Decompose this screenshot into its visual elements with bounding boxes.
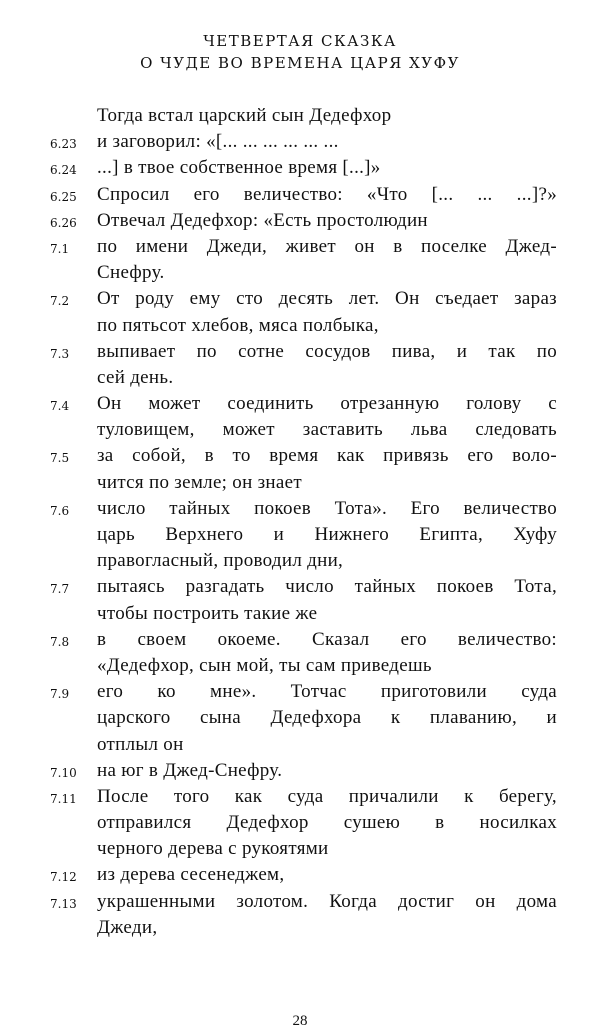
line-text: «Дедефхор, сын мой, ты сам приведешь — [97, 654, 432, 676]
line-text: ...] в твое собственное время [...]» — [97, 157, 381, 179]
text-line — [0, 810, 600, 836]
text-line — [0, 391, 600, 417]
line-text: чится по земле; он знает — [97, 471, 302, 493]
line-text: отправился Дедефхор сушею в носилках — [97, 812, 557, 834]
line-text: Снефру. — [97, 262, 165, 284]
text-line — [0, 548, 600, 574]
line-number: 7.13 — [50, 896, 77, 911]
line-number: 7.6 — [50, 503, 70, 518]
line-text: по пятьсот хлебов, мяса полбыка, — [97, 314, 379, 336]
text-line — [0, 574, 600, 600]
line-number: 7.4 — [50, 399, 70, 414]
text-line — [0, 601, 600, 627]
text-line — [0, 522, 600, 548]
line-text: пытаясь разгадать число тайных покоев Тота, — [97, 576, 557, 598]
text-line — [0, 470, 600, 496]
text-line — [0, 784, 600, 810]
text-line — [0, 417, 600, 443]
line-number: 7.3 — [50, 346, 70, 361]
text-line — [0, 627, 600, 653]
text-body — [0, 103, 600, 941]
text-line — [0, 443, 600, 469]
text-line — [0, 313, 600, 339]
line-text: царь Верхнего и Нижнего Египта, Хуфу — [97, 524, 557, 545]
line-text: выпивает по сотне сосудов пива, и так по — [97, 340, 557, 362]
line-text: украшенными золотом. Когда достиг он дома — [97, 890, 557, 912]
line-number: 6.24 — [50, 163, 77, 178]
text-line — [0, 732, 600, 758]
text-line — [0, 339, 600, 365]
line-number: 6.26 — [50, 215, 77, 230]
line-number: 6.25 — [50, 189, 77, 204]
line-number: 7.9 — [50, 687, 70, 702]
line-number: 7.7 — [50, 582, 70, 597]
text-line — [0, 103, 600, 129]
text-line — [0, 836, 600, 862]
text-line — [0, 208, 600, 234]
chapter-header — [0, 30, 600, 74]
line-text: число тайных покоев Тота». Его величество — [97, 497, 557, 519]
text-line — [0, 705, 600, 731]
line-text: на юг в Джед-Снефру. — [97, 759, 283, 781]
text-line — [0, 496, 600, 522]
line-text: Спросил его величество: «Что [... ... ...]?» — [97, 183, 557, 205]
text-line — [0, 365, 600, 391]
line-text: Отвечал Дедефхор: «Есть простолюдин — [97, 209, 428, 231]
line-text: в своем окоеме. Сказал его величество: — [97, 628, 557, 650]
text-line — [0, 889, 600, 915]
line-text: сей день. — [97, 366, 174, 388]
text-line — [0, 155, 600, 181]
line-text: из дерева сесенеджем, — [97, 864, 285, 886]
line-text: Тогда встал царский сын Дедефхор — [97, 105, 392, 126]
text-line — [0, 129, 600, 155]
line-text: за собой, в то время как привязь его воло- — [97, 445, 557, 467]
line-text: отплыл он — [97, 733, 184, 755]
text-line — [0, 182, 600, 208]
text-line — [0, 653, 600, 679]
line-number: 7.10 — [50, 765, 77, 780]
chapter-subtitle: О ЧУДЕ ВО ВРЕМЕНА ЦАРЯ ХУФУ — [140, 54, 460, 72]
line-number: 7.2 — [50, 294, 70, 309]
line-number: 7.5 — [50, 451, 70, 466]
line-text: царского сына Дедефхора к плаванию, и — [97, 707, 557, 729]
line-text: Он может соединить отрезанную голову с — [97, 393, 557, 415]
line-number: 6.23 — [50, 137, 77, 152]
line-text: После того как суда причалили к берегу, — [97, 785, 557, 807]
page-number: 28 — [292, 1013, 308, 1029]
text-line — [0, 260, 600, 286]
line-text: Джеди, — [97, 916, 158, 938]
line-number: 7.12 — [50, 870, 77, 885]
text-line — [0, 862, 600, 888]
line-text: его ко мне». Тотчас приготовили суда — [97, 681, 557, 703]
line-text: туловищем, может заставить льва следовать — [97, 419, 557, 441]
text-line — [0, 758, 600, 784]
line-number: 7.8 — [50, 634, 70, 649]
line-text: От роду ему сто десять лет. Он съедает зараз — [97, 288, 557, 310]
text-line — [0, 234, 600, 260]
line-text: и заговорил: «[... ... ... ... ... ... — [97, 131, 339, 153]
chapter-title: ЧЕТВЕРТАЯ СКАЗКА — [203, 32, 397, 50]
line-text: правогласный, проводил дни, — [97, 550, 344, 572]
line-number: 7.11 — [50, 791, 77, 806]
line-text: черного дерева с рукоятями — [97, 838, 329, 860]
text-line — [0, 286, 600, 312]
text-line — [0, 915, 600, 941]
line-number: 7.1 — [50, 241, 70, 256]
line-text: чтобы построить такие же — [97, 602, 318, 624]
text-line — [0, 679, 600, 705]
line-text: по имени Джеди, живет он в поселке Джед- — [97, 235, 557, 257]
